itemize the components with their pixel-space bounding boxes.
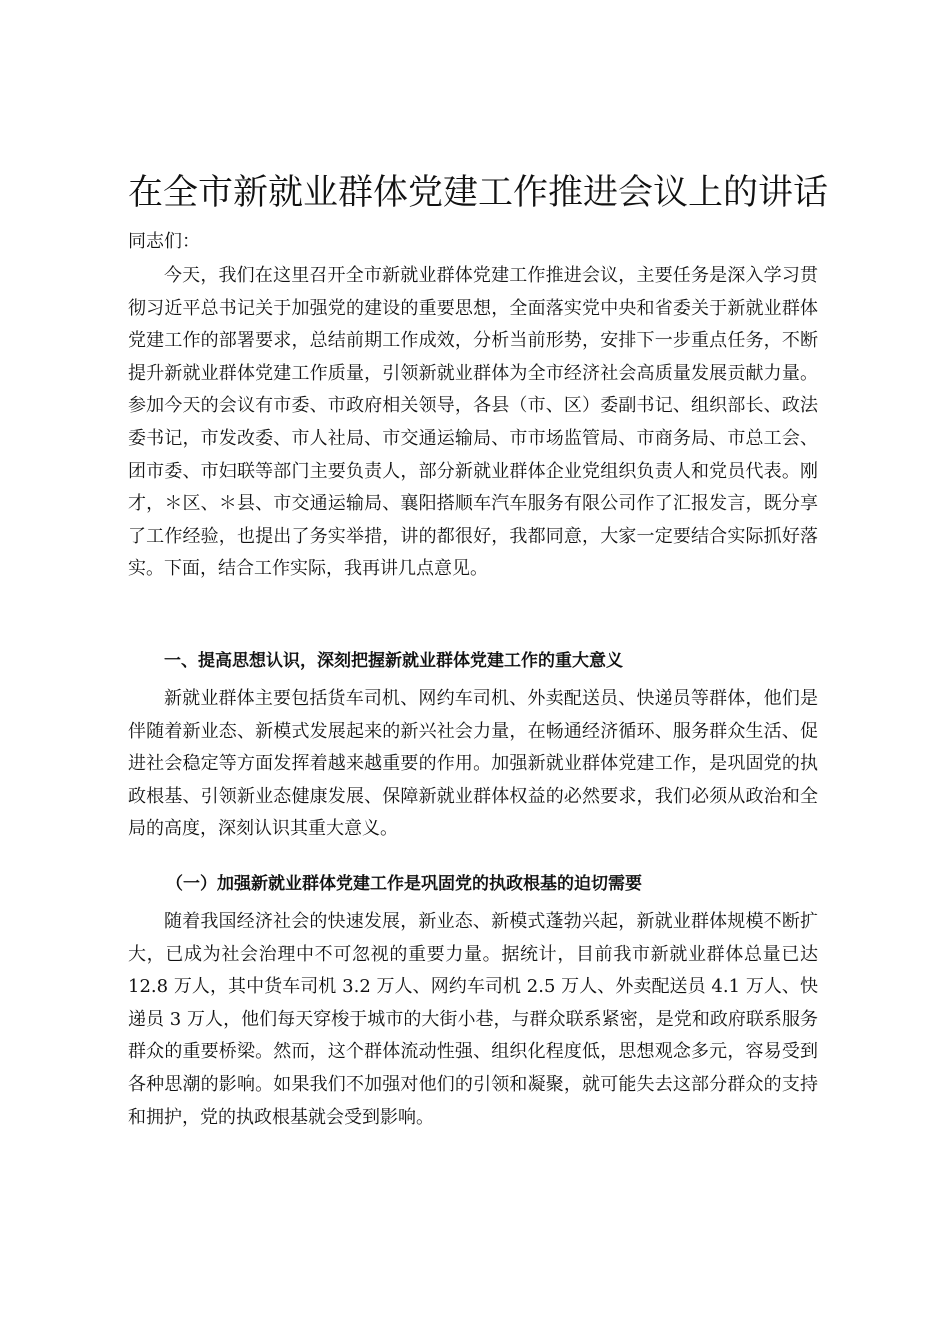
document-title: 在全市新就业群体党建工作推进会议上的讲话 [128, 173, 829, 213]
subsection-heading-1: （一）加强新就业群体党建工作是巩固党的执政根基的迫切需要 [166, 874, 642, 894]
paragraph-subsection-1: 随着我国经济社会的快速发展，新业态、新模式蓬勃兴起，新就业群体规模不断扩大，已成为社会治理中不可忽视的重要力量。据统计，目前我市新就业群体总量已达 12.8 万人，其中货车司机 3.2 万人、网约车司机 2.5 万人、外卖配送员 4.1 万人、快递员 3 万人，他们每天穿梭于城市的大街小巷，与群众联系紧密，是党和政府联系服务群众的重要桥梁。然而，这个群体流动性强、组织化程度低，思想观念多元，容易受到各种思潮的影响。如果我们不加强对他们的引领和凝聚，就可能失去这部分群众的支持和拥护，党的执政根基就会受到影响。 [128, 911, 818, 1128]
section-heading-1: 一、提高思想认识，深刻把握新就业群体党建工作的重大意义 [164, 651, 623, 671]
paragraph-section-1: 新就业群体主要包括货车司机、网约车司机、外卖配送员、快递员等群体，他们是伴随着新业态、新模式发展起来的新兴社会力量，在畅通经济循环、服务群众生活、促进社会稳定等方面发挥着越来越重要的作用。加强新就业群体党建工作，是巩固党的执政根基、引领新业态健康发展、保障新就业群体权益的必然要求，我们必须从政治和全局的高度，深刻认识其重大意义。 [128, 688, 818, 840]
paragraph-opening: 今天，我们在这里召开全市新就业群体党建工作推进会议，主要任务是深入学习贯彻习近平总书记关于加强党的建设的重要思想，全面落实党中央和省委关于新就业群体党建工作的部署要求，总结前期工作成效，分析当前形势，安排下一步重点任务，不断提升新就业群体党建工作质量，引领新就业群体为全市经济社会高质量发展贡献力量。参加今天的会议有市委、市政府相关领导，各县（市、区）委副书记、组织部长、政法委书记，市发改委、市人社局、市交通运输局、市市场监管局、市商务局、市总工会、团市委、市妇联等部门主要负责人，部分新就业群体企业党组织负责人和党员代表。刚才，＊区、＊县、市交通运输局、襄阳搭顺车汽车服务有限公司作了汇报发言，既分享了工作经验，也提出了务实举措，讲的都很好，我都同意，大家一定要结合实际抓好落实。下面，结合工作实际，我再讲几点意见。 [128, 265, 818, 580]
salutation: 同志们： [128, 231, 200, 252]
